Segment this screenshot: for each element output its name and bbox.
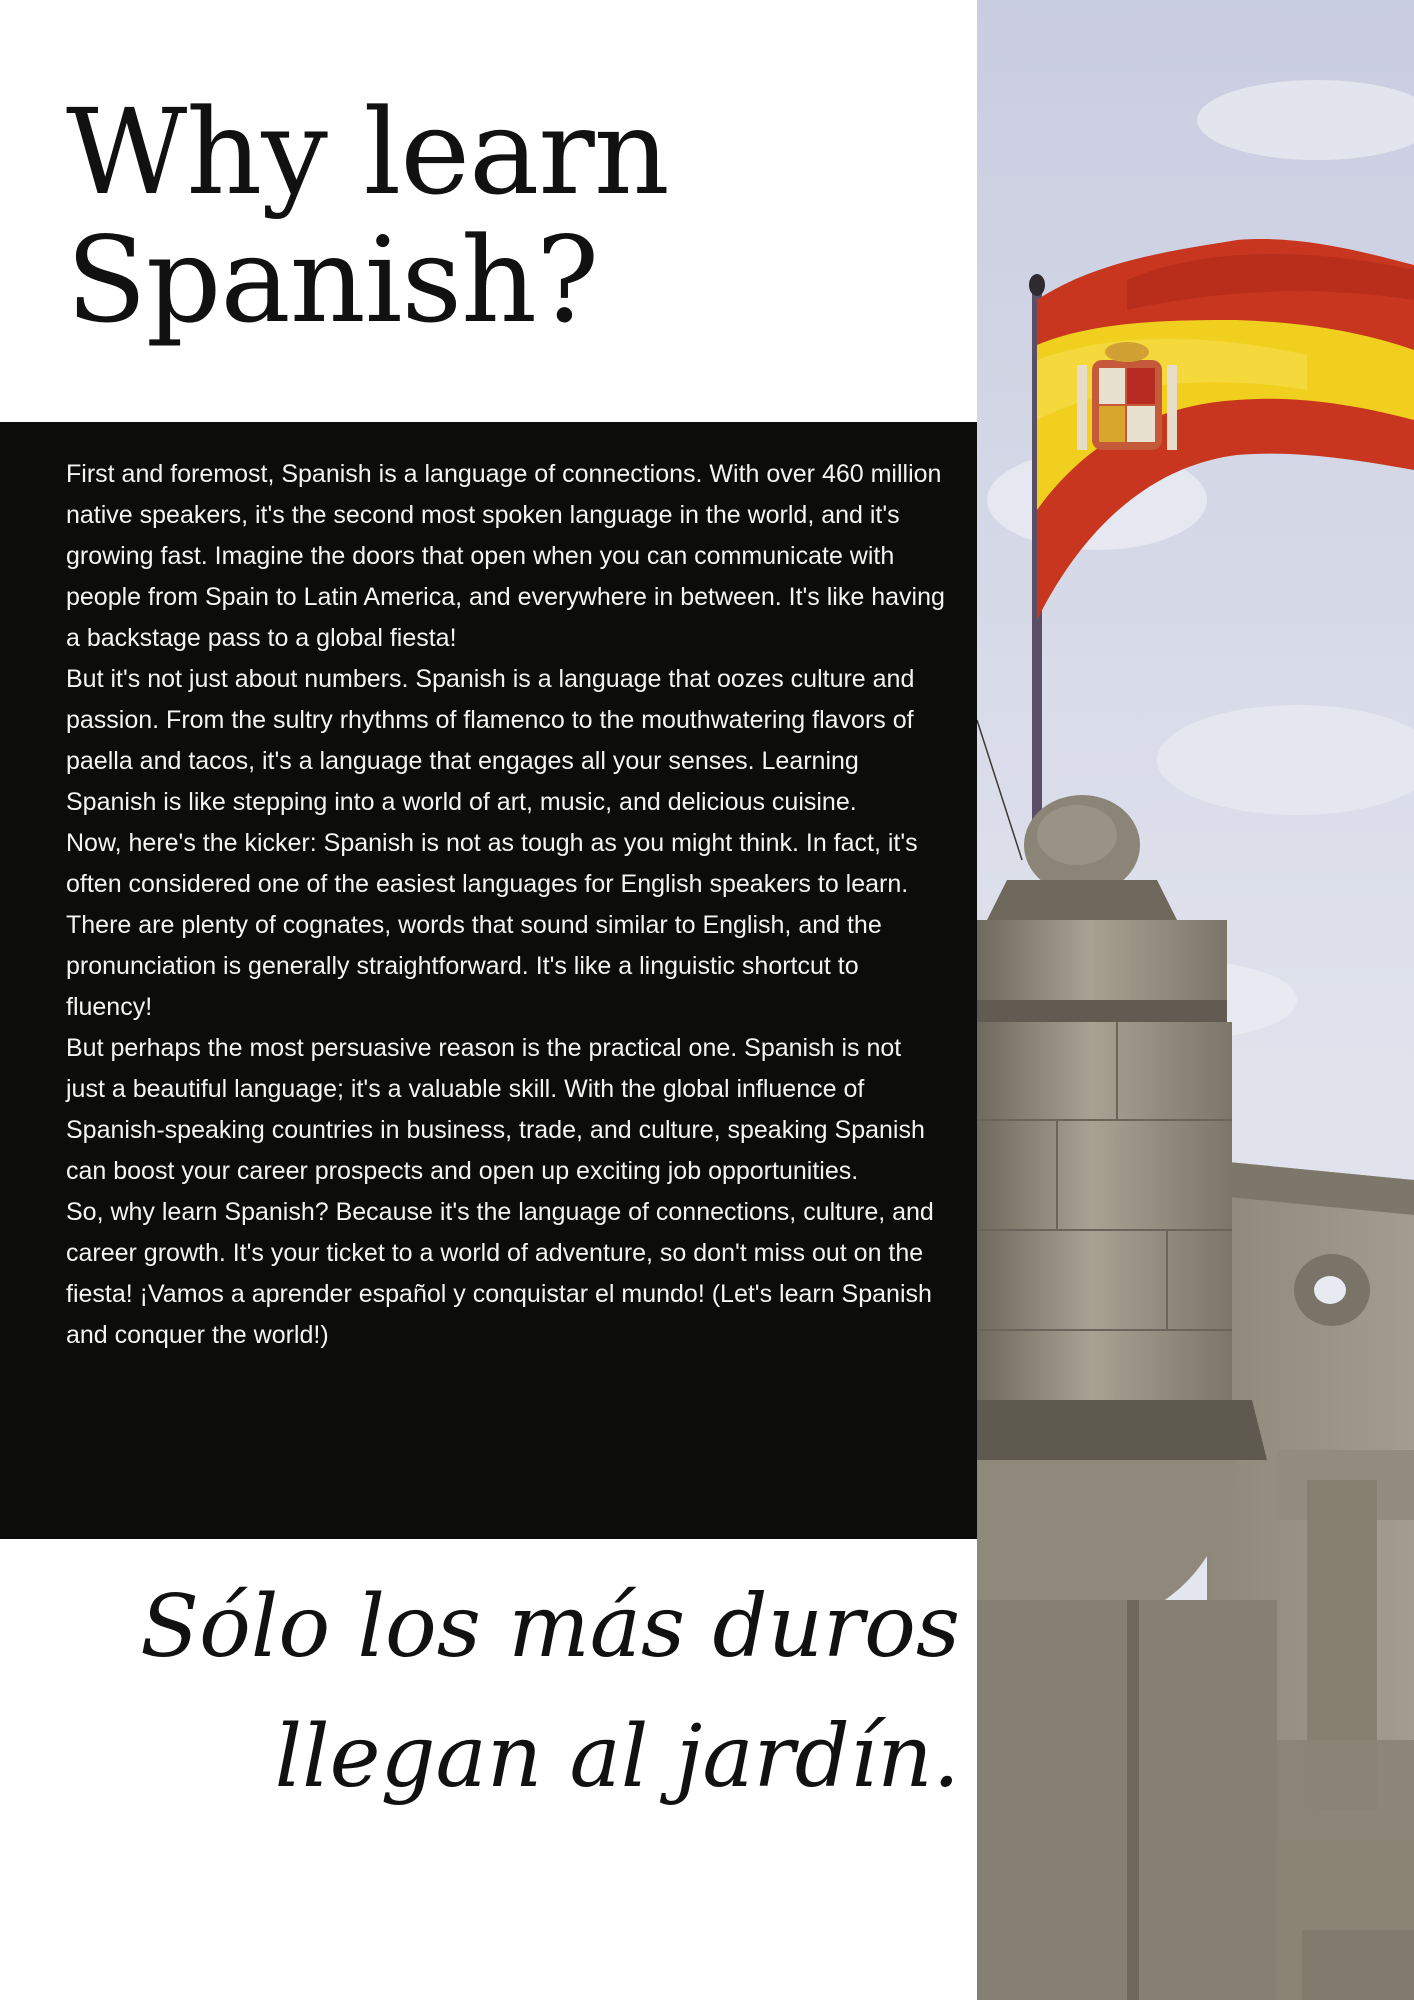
paragraph: Now, here's the kicker: Spanish is not as tough as you might think. In fact, it's often considered one of the easiest languages for English speakers to learn. There are plenty of cognates, words that sound similar to English, and the pronunciation is generally straightforward. It's like a linguistic shortcut to fluency!: [66, 829, 918, 1021]
title-line-2: Spanish?: [66, 211, 599, 349]
pole-finial: [1029, 274, 1045, 296]
paragraph: First and foremost, Spanish is a language of connections. With over 460 million native speakers, it's the second most spoken language in the world, and it's growing fast. Imagine the doors that open when you can communicate with people from Spain to Latin America, and everywhere in between. It's like having a backstage pass to a global fiesta!: [66, 460, 945, 652]
page-title: [66, 83, 946, 349]
paragraph: So, why learn Spanish? Because it's the language of connections, culture, and career growth. It's your ticket to a world of adventure, so don't miss out on the fiesta! ¡Vamos a aprender español y conquistar el mundo! (Let's learn Spanish and conquer the world!): [66, 1198, 934, 1349]
body-text: [66, 454, 946, 1356]
title-line-1: Why learn: [66, 83, 669, 221]
paragraph: But it's not just about numbers. Spanish is a language that oozes culture and passion. From the sultry rhythms of flamenco to the mouthwatering flavors of paella and tacos, it's a language that engages all your senses. Learning Spanish is like stepping into a world of art, music, and delicious cuisine.: [66, 665, 915, 816]
script-quote: Sólo los más duros llegan al jardín.: [140, 1577, 960, 1807]
body-text-block: [0, 422, 977, 1539]
paragraph: But perhaps the most persuasive reason is the practical one. Spanish is not just a beautiful language; it's a valuable skill. With the global influence of Spanish-speaking countries in business, trade, and culture, speaking Spanish can boost your career prospects and open up exciting job opportunities.: [66, 1034, 925, 1185]
flag-tower-photo: [977, 0, 1414, 2000]
